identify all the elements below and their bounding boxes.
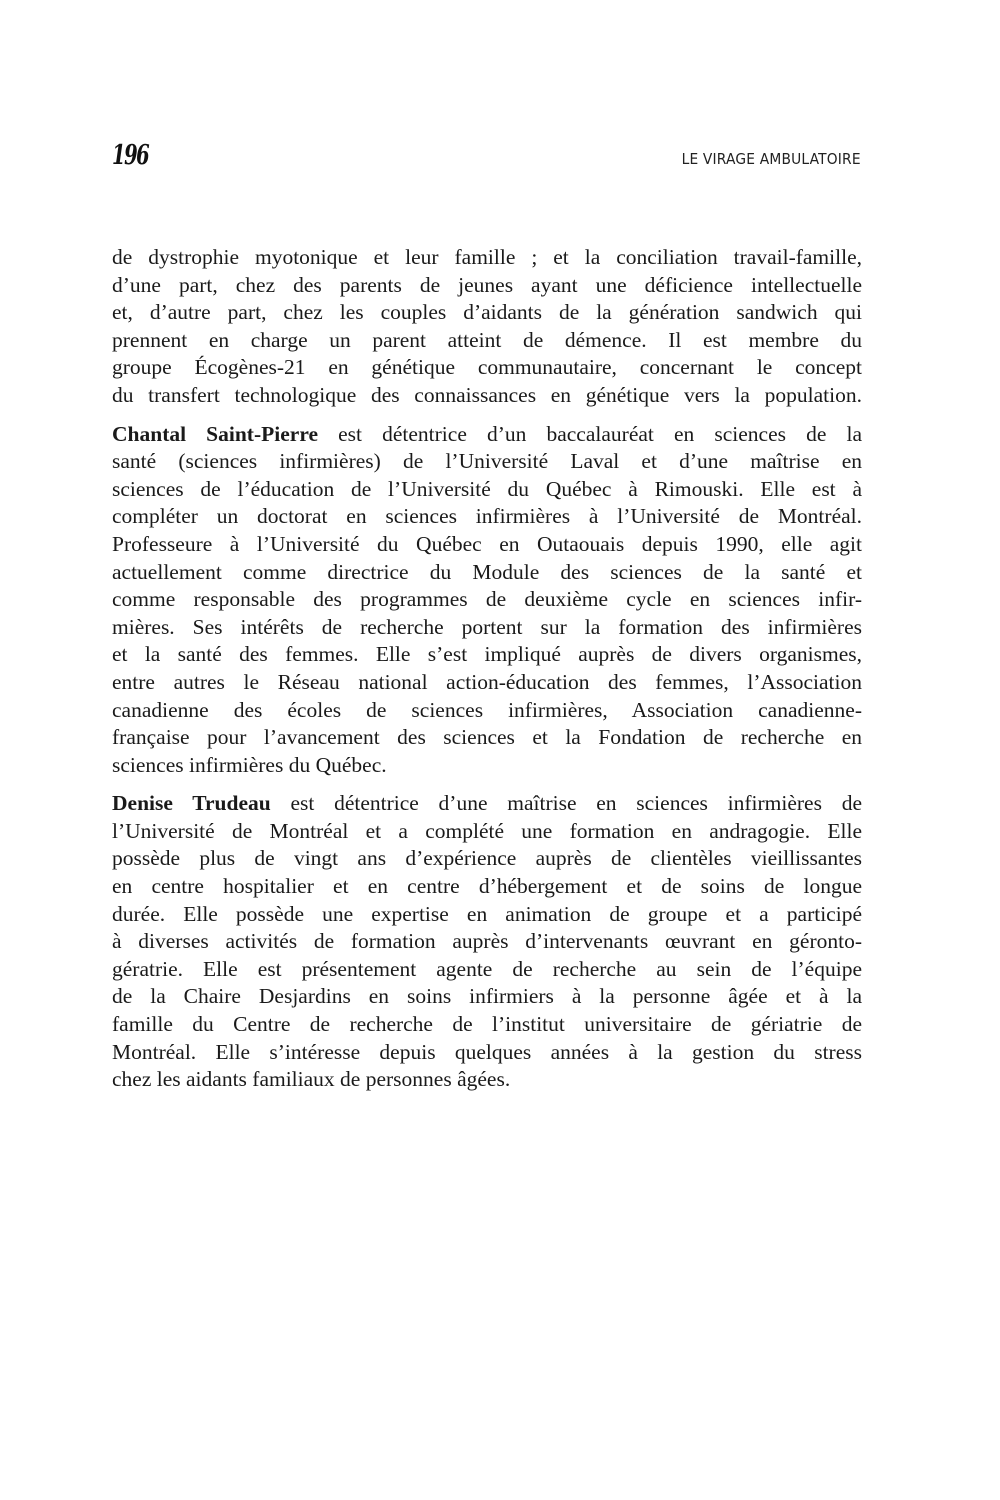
text-line: famille du Centre de recherche de l’institut universitaire de gériatrie de (112, 1012, 862, 1037)
text-line: durée. Elle possède une expertise en animation de groupe et a participé (112, 901, 862, 926)
text-line: Montréal. Elle s’intéresse depuis quelques années à la gestion du stress (112, 1039, 862, 1064)
bio-denise-trudeau (112, 790, 862, 1094)
text-line: prennent en charge un parent atteint de démence. Il est membre du (112, 327, 862, 352)
text-line: santé (sciences infirmières) de l’Université Laval et d’une maîtrise en (112, 449, 862, 474)
text-line: sciences infirmières du Québec. (112, 752, 387, 777)
text-fragment: est détentrice d’un baccalauréat en sciences de la (318, 421, 863, 446)
text-line: compléter un doctorat en sciences infirmières à l’Université de Montréal. (112, 504, 862, 529)
text-fragment: est détentrice d’une maîtrise en sciences infirmières de (270, 791, 862, 816)
text-line: groupe Écogènes-21 en génétique communautaire, concernant le concept (112, 355, 862, 380)
text-line: de la Chaire Desjardins en soins infirmiers à la personne âgée et à la (112, 984, 862, 1009)
text-line: actuellement comme directrice du Module des sciences de la santé et (112, 559, 862, 584)
text-line: gératrie. Elle est présentement agente de recherche au sein de l’équipe (112, 956, 862, 981)
body-text (112, 244, 862, 1105)
text-line: du transfert technologique des connaissances en génétique vers la population. (112, 382, 862, 407)
text-line: française pour l’avancement des sciences et la Fondation de recherche en (112, 725, 862, 750)
text-line: mières. Ses intérêts de recherche portent sur la formation des infirmières (112, 614, 862, 639)
text-line: d’une part, chez des parents de jeunes ayant une déficience intellectuelle (112, 272, 862, 297)
text-line: de dystrophie myotonique et leur famille ; et la conciliation travail-famille, (112, 245, 862, 269)
text-line (112, 790, 862, 818)
text-line: et, d’autre part, chez les couples d’aidants de la génération sandwich qui (112, 300, 862, 325)
text-line (112, 421, 862, 449)
author-name: Chantal Saint-Pierre (112, 421, 319, 446)
running-head: LE VIRAGE AMBULATOIRE (681, 150, 861, 168)
text-line: et la santé des femmes. Elle s’est impliqué auprès de divers organismes, (112, 642, 862, 667)
paragraph-continuation (112, 244, 862, 410)
bio-chantal-saint-pierre (112, 421, 862, 780)
text-line: sciences de l’éducation de l’Université du Québec à Rimouski. Elle est à (112, 476, 862, 501)
text-line: en centre hospitalier et en centre d’hébergement et de soins de longue (112, 874, 862, 899)
text-line: chez les aidants familiaux de personnes âgées. (112, 1067, 511, 1092)
author-name: Denise Trudeau (112, 791, 271, 816)
text-line: canadienne des écoles de sciences infirmières, Association canadienne- (112, 697, 862, 722)
text-line: comme responsable des programmes de deuxième cycle en sciences infir- (112, 587, 862, 612)
text-line: entre autres le Réseau national action-éducation des femmes, l’Association (112, 669, 862, 694)
text-line: Professeure à l’Université du Québec en Outaouais depuis 1990, elle agit (112, 531, 862, 556)
text-line: à diverses activités de formation auprès d’intervenants œuvrant en géronto- (112, 929, 862, 954)
text-line: l’Université de Montréal et a complété une formation en andragogie. Elle (112, 818, 862, 843)
page-number: 196 (112, 140, 149, 171)
text-line: possède plus de vingt ans d’expérience auprès de clientèles vieillissantes (112, 846, 862, 871)
